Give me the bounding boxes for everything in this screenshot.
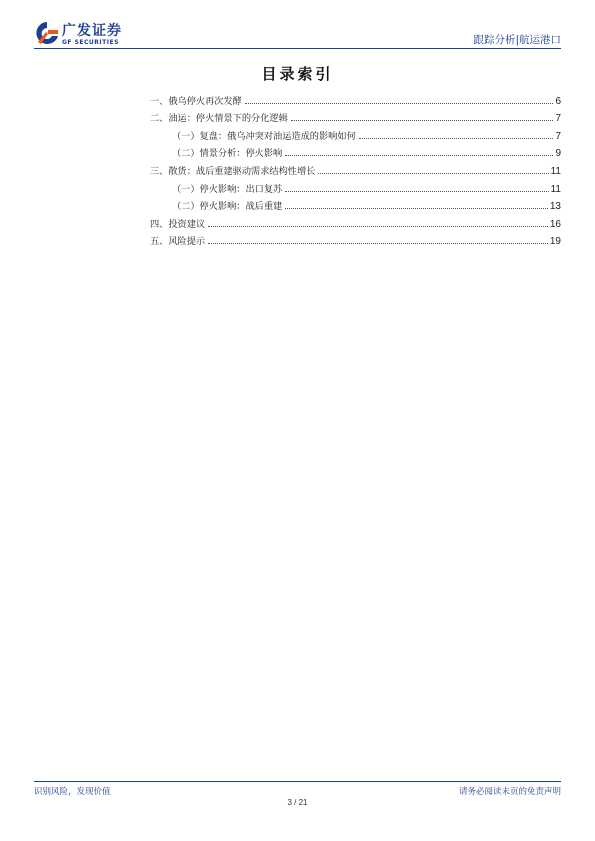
toc-entry-page: 11 (550, 165, 561, 177)
toc-leader-dots (285, 155, 553, 156)
toc-entry-page: 13 (549, 201, 561, 213)
toc-subentry[interactable] (150, 195, 561, 213)
footer-divider (34, 781, 561, 782)
toc-leader-dots (208, 226, 548, 227)
footer-disclaimer-note: 请务必阅读末页的免责声明 (458, 787, 561, 797)
header-divider (34, 48, 561, 49)
toc-subentry[interactable] (150, 142, 561, 160)
toc-entry-text: （二）情景分析：停火影响 (172, 145, 283, 159)
toc-leader-dots (245, 103, 554, 104)
table-of-contents (150, 89, 561, 247)
toc-entry-text: （二）停火影响：战后重建 (172, 198, 283, 212)
toc-entry-page: 11 (550, 183, 561, 195)
toc-entry-text: 二、油运：停火情景下的分化逻辑 (150, 110, 289, 124)
company-logo (34, 20, 164, 48)
logo-text-cn: 广发证券 (62, 23, 122, 39)
toc-entry-page: 7 (555, 130, 561, 142)
logo-text-en: GF SECURITIES (62, 39, 119, 46)
toc-title: 目录索引 (261, 65, 334, 83)
toc-entry[interactable] (150, 159, 561, 177)
toc-leader-dots (285, 208, 548, 209)
toc-leader-dots (208, 243, 548, 244)
toc-entry-text: （一）停火影响：出口复苏 (172, 181, 283, 195)
toc-entry-page: 9 (555, 148, 561, 160)
toc-entry-text: （一）复盘：俄乌冲突对油运造成的影响如何 (172, 128, 357, 142)
toc-subentry[interactable] (150, 124, 561, 142)
footer-slogan: 识别风险，发现价值 (34, 787, 111, 797)
page-header (34, 18, 561, 50)
gf-logo-icon (34, 20, 60, 48)
toc-leader-dots (318, 173, 548, 174)
toc-entry[interactable] (150, 212, 561, 230)
toc-entry-text: 五、风险提示 (150, 233, 206, 247)
toc-entry-text: 四、投资建议 (150, 216, 206, 230)
toc-leader-dots (291, 120, 554, 121)
toc-entry-page: 6 (555, 95, 561, 107)
toc-leader-dots (285, 191, 548, 192)
toc-entry[interactable] (150, 89, 561, 107)
toc-entry[interactable] (150, 230, 561, 248)
toc-entry[interactable] (150, 107, 561, 125)
toc-leader-dots (359, 138, 554, 139)
toc-subentry[interactable] (150, 177, 561, 195)
toc-entry-page: 19 (549, 236, 561, 248)
toc-entry-text: 一、俄乌停火再次发酵 (150, 93, 243, 107)
toc-entry-page: 7 (555, 113, 561, 125)
toc-entry-page: 16 (549, 218, 561, 230)
report-type-label: 跟踪分析|航运港口 (473, 34, 561, 46)
toc-entry-text: 三、散货：战后重建驱动需求结构性增长 (150, 163, 316, 177)
page-number: 3 / 21 (287, 798, 308, 807)
